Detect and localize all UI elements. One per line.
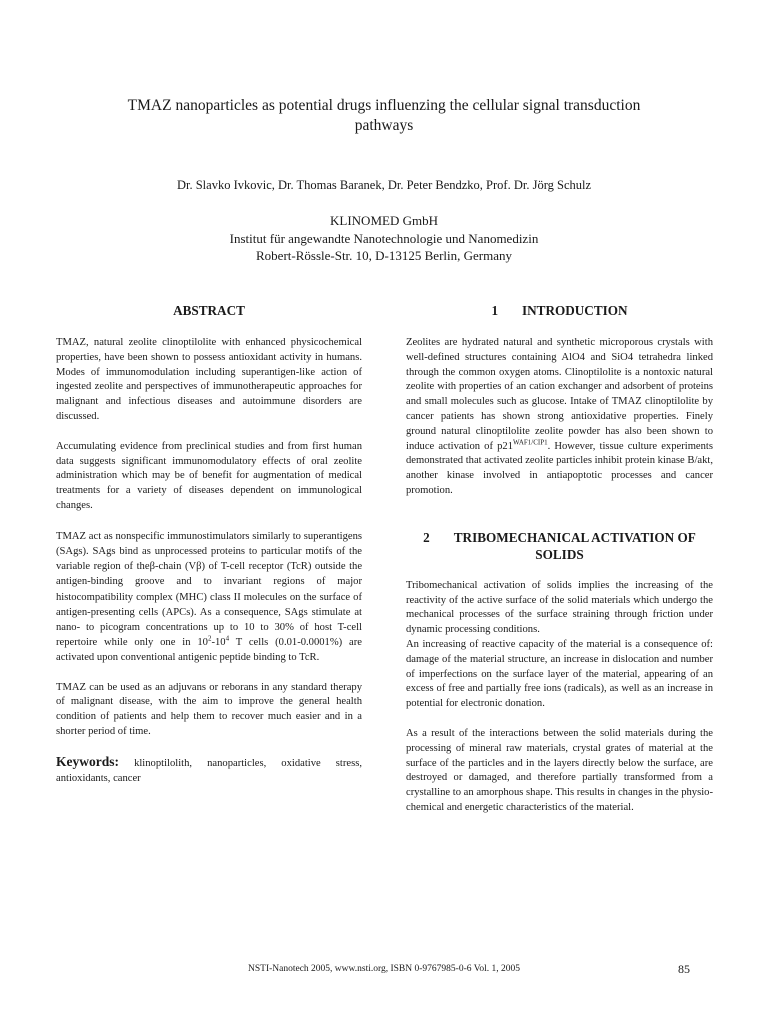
affiliation-address: Robert-Rössle-Str. 10, D-13125 Berlin, Germany [256, 248, 512, 263]
beta-chain-text: β-chain (Vβ) [149, 561, 206, 573]
paper-title [80, 96, 688, 136]
affiliation-institute: Institut für angewandte Nanotechnologie und Nanomedizin [229, 230, 539, 246]
tribomechanical-heading: 2 TRIBOMECHANICAL ACTIVATION OF SOLIDS [423, 529, 696, 562]
footer-citation: NSTI-Nanotech 2005, www.nsti.org, ISBN 0-9767985-0-6 Vol. 1, 2005 [248, 964, 520, 974]
abstract-paragraph-2: Accumulating evidence from preclinical studies and from first human data suggests significant immunomodulatory effects of oral zeolite administration which may be of benefit for augmentation of medical treatments for a variety of diseases dependent on immunological changes. [56, 440, 362, 511]
title-line-2: pathways [354, 117, 414, 134]
tribomechanical-paragraph-1: Tribomechanical activation of solids implies the increasing of the reactivity of the active surface of the solid materials which undergo the mechanical processes of the surface straining through friction under dynamic processing conditions. [406, 579, 713, 636]
tribomechanical-paragraph-3: As a result of the interactions between the solid materials during the processing of mineral raw materials, crystal grates of material at the surface of the particles and in the layers directly below the surface, are destroyed or damaged, and therefore partially transformed from a crystalline to an amorphous shape. This results in changes in the physio-chemical and energetic characteristics of the material. [406, 727, 713, 813]
introduction-heading: 1 INTRODUCTION [491, 303, 628, 318]
p21-superscript: WAF1/CIP1 [513, 438, 548, 447]
abstract-paragraph-4: TMAZ can be used as an adjuvans or reborans in any standard therapy of malignant disease, with the aim to improve the general health condition of patients and help them to recover much easier and in a shorter period of time. [56, 681, 362, 737]
title-line-1: TMAZ nanoparticles as potential drugs influenzing the cellular signal transduction [127, 97, 641, 114]
abstract-heading: ABSTRACT [173, 303, 245, 318]
section-number: 1 [491, 303, 499, 318]
affiliation-org: KLINOMED GmbH [330, 213, 438, 228]
affiliation-block [60, 212, 708, 265]
page-number: 85 [678, 962, 690, 976]
keywords [56, 755, 362, 787]
section-number: 2 [423, 529, 430, 545]
abstract-paragraph-1: TMAZ, natural zeolite clinoptilolite with enhanced physicochemical properties, have been shown to possess antioxidant activity in humans. Modes of immunomodulation including superantigen-like action of ingested zeolite and perspectives of immunotherapeutic approaches for malignant and infectious diseases and autoimmune disorders are discussed. [56, 337, 362, 422]
tribomechanical-paragraph-2: An increasing of reactive capacity of the material is a consequence of: damage of the material structure, an increase in dislocation and number of imperfections on the surface layer of the material, appearing of an excess of free and partially free ions (radicals), as well as an increase in potential for electronic donation. [406, 638, 713, 710]
keywords-list: klinoptilolith, nanoparticles, oxidative stress, antioxidants, cancer [56, 757, 362, 784]
abstract-paragraph-3: TMAZ act as nonspecific immunostimulators similarly to superantigens (SAgs). SAgs bind as unprocessed proteins to particular motifs of the variable region of theβ-chain (Vβ) of T-cell receptor (TcR) outside the antigen-binding groove and to invariant regions of major histocompatibility complex (MHC) class II molecules on the surface of antigen-presenting cells (APCs). As a consequence, SAgs stimulate at nano- to picogram concentrations up to 10 to 30% of host T-cell repertoire while only one in $10^2-10^4$ T cells (0.01-0.0001%) are activated upon conventional antigenic peptide binding to TcR. [56, 530, 363, 664]
keywords-label: Keywords: [56, 753, 119, 769]
introduction-paragraph: Zeolites are hydrated natural and synthetic microporous crystals with well-defined structures containing AlO4 and SiO4 tetrahedra linked through the common oxygen atoms. Clinoptilolite is a nontoxic natural zeolite with properties of an cation exchanger and adsorbent of proteins and small molecules such as glucose. Intake of TMAZ clinoptilolite by cancer patients has shown strong antioxidative properties. Finely ground natural clinoptilolite zeolite powder has also been shown to induce activation of $p21^{WAF1/CIP1}$. However, tissue culture experiments demonstrated that activated zeolite particles inhibit protein kinase B/akt, another kinase involved in antiapoptotic processes and cancer promotion. [406, 337, 713, 496]
author-list: Dr. Slavko Ivkovic, Dr. Thomas Baranek, Dr. Peter Bendzko, Prof. Dr. Jörg Schulz [176, 178, 592, 192]
left-column [56, 302, 362, 801]
right-column [406, 302, 713, 831]
